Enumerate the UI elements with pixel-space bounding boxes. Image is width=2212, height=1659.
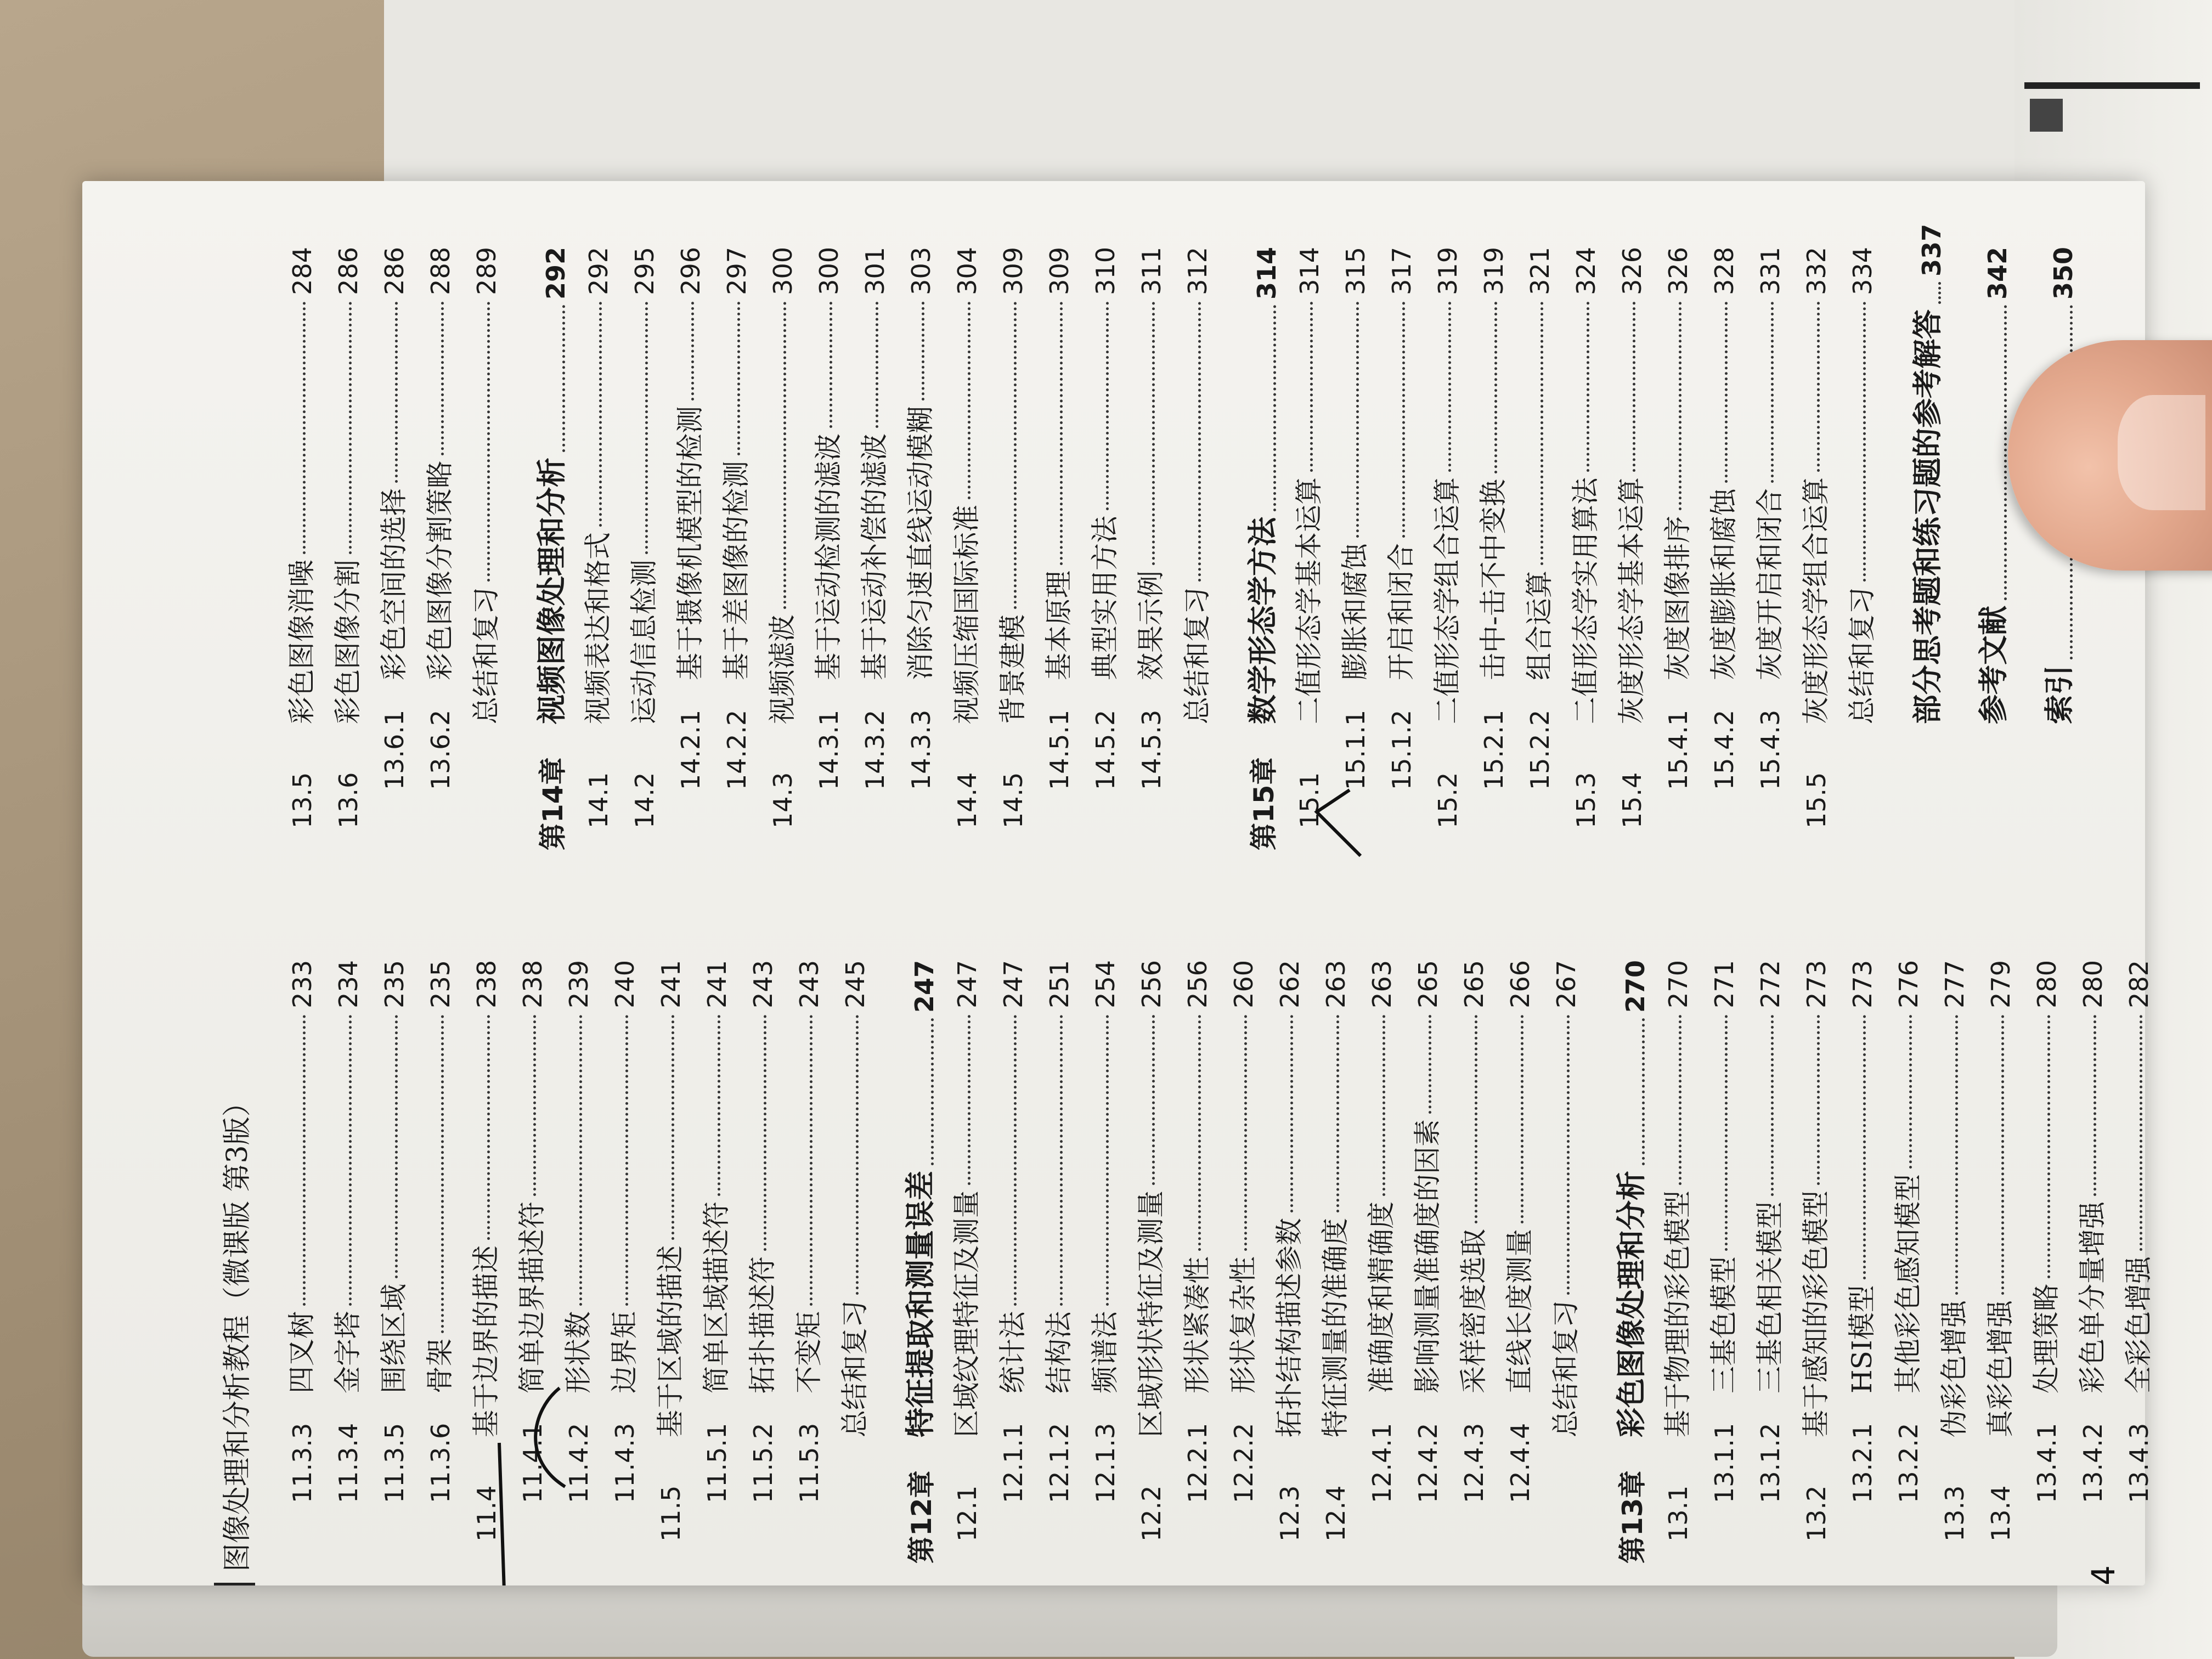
entry-title: 彩色空间的选择 bbox=[378, 488, 410, 680]
entry-title: 三基色模型 bbox=[1708, 1256, 1740, 1393]
entry-title: 总结和复习 bbox=[470, 587, 502, 724]
entry-page: 256 bbox=[1183, 960, 1212, 1008]
entry-page: 328 bbox=[1709, 247, 1739, 295]
entry-title: 运动信息检测 bbox=[628, 560, 660, 724]
entry-number: 13.2.2 bbox=[1894, 1423, 1923, 1503]
entry-title: 形状数 bbox=[562, 1311, 594, 1393]
entry-number: 第14章 bbox=[537, 757, 569, 850]
entry-page: 312 bbox=[1183, 247, 1212, 295]
entry-page: 300 bbox=[768, 247, 798, 295]
entry-number: 13.1.1 bbox=[1709, 1423, 1739, 1503]
entry-number: 14.2.2 bbox=[722, 709, 752, 790]
entry-number: 15.2.1 bbox=[1479, 709, 1509, 790]
entry-number: 13.6.1 bbox=[380, 709, 409, 790]
entry-number: 15.4.1 bbox=[1663, 709, 1693, 790]
entry-title: 其他彩色感知模型 bbox=[1892, 1174, 1924, 1393]
entry-number: 12.4.4 bbox=[1505, 1423, 1535, 1503]
entry-number: 13.6.2 bbox=[426, 709, 455, 790]
entry-page: 286 bbox=[380, 247, 409, 295]
entry-page: 272 bbox=[1756, 960, 1785, 1008]
entry-number: 15.2 bbox=[1433, 772, 1463, 828]
entry-title: 形状紧凑性 bbox=[1181, 1256, 1213, 1393]
entry-number: 12.2.1 bbox=[1183, 1423, 1212, 1503]
entry-page: 243 bbox=[748, 960, 778, 1008]
entry-number: 14.5 bbox=[998, 772, 1028, 828]
entry-title: 基于物理的彩色模型 bbox=[1662, 1190, 1694, 1437]
entry-page: 342 bbox=[1983, 247, 2012, 300]
entry-page: 245 bbox=[840, 960, 870, 1008]
entry-number: 11.5.1 bbox=[702, 1423, 732, 1503]
entry-page: 295 bbox=[630, 247, 659, 295]
entry-page: 239 bbox=[564, 960, 594, 1008]
book-page bbox=[82, 181, 2154, 1585]
entry-title: 彩色图像消噪 bbox=[286, 560, 318, 724]
entry-title: 采样密度选取 bbox=[1458, 1229, 1489, 1393]
thumb-nail bbox=[2118, 395, 2205, 510]
entry-title: 四叉树 bbox=[286, 1311, 318, 1393]
page-number: 4 bbox=[2085, 1565, 2122, 1585]
entry-title: 视频压缩国际标准 bbox=[951, 505, 983, 724]
entry-title: 基于区域的描述 bbox=[654, 1245, 686, 1437]
background-page-rule bbox=[2024, 82, 2200, 89]
entry-title: 形状复杂性 bbox=[1227, 1256, 1259, 1393]
entry-number: 13.1.2 bbox=[1756, 1423, 1785, 1503]
entry-title: 彩色图像分割 bbox=[332, 560, 364, 724]
entry-number: 12.2.2 bbox=[1229, 1423, 1259, 1503]
entry-number: 15.4 bbox=[1617, 772, 1647, 828]
entry-page: 238 bbox=[518, 960, 548, 1008]
entry-page: 326 bbox=[1617, 247, 1647, 295]
entry-title: 效果示例 bbox=[1135, 571, 1167, 680]
entry-number: 14.5.1 bbox=[1045, 709, 1074, 790]
entry-page: 234 bbox=[334, 960, 363, 1008]
entry-number: 12.2 bbox=[1137, 1485, 1166, 1542]
entry-number: 15.1 bbox=[1295, 772, 1324, 828]
entry-title: 骨架 bbox=[424, 1339, 456, 1393]
entry-title: 灰度形态学组合运算 bbox=[1800, 477, 1832, 724]
entry-title: 伪彩色增强 bbox=[1938, 1300, 1970, 1437]
entry-page: 319 bbox=[1479, 247, 1509, 295]
entry-page: 271 bbox=[1709, 960, 1739, 1008]
entry-number: 12.1.2 bbox=[1045, 1423, 1074, 1503]
entry-number: 15.5 bbox=[1802, 772, 1831, 828]
entry-title: 围绕区域 bbox=[378, 1284, 410, 1393]
entry-page: 240 bbox=[610, 960, 640, 1008]
entry-number: 第12章 bbox=[906, 1470, 938, 1564]
entry-title: 彩色单分量增强 bbox=[2076, 1201, 2108, 1393]
entry-title: 总结和复习 bbox=[1550, 1300, 1582, 1437]
entry-title: 简单边界描述符 bbox=[516, 1201, 548, 1393]
entry-number: 15.1.2 bbox=[1387, 709, 1417, 790]
entry-title: 典型实用方法 bbox=[1089, 516, 1121, 680]
entry-title: 真彩色增强 bbox=[1984, 1300, 2016, 1437]
entry-title: 灰度膨胀和腐蚀 bbox=[1708, 488, 1740, 680]
entry-number: 11.4.2 bbox=[564, 1423, 594, 1503]
pen-annotation-marks bbox=[82, 181, 2145, 1585]
entry-title: 基于感知的彩色模型 bbox=[1800, 1190, 1832, 1437]
entry-title: 结构法 bbox=[1043, 1311, 1075, 1393]
entry-page: 350 bbox=[2049, 247, 2078, 300]
entry-title: 特征测量的准确度 bbox=[1319, 1218, 1351, 1437]
entry-page: 235 bbox=[426, 960, 455, 1008]
entry-number: 第15章 bbox=[1248, 757, 1280, 850]
entry-page: 280 bbox=[2078, 960, 2108, 1008]
entry-number: 13.6 bbox=[334, 772, 363, 828]
entry-title: 特征提取和测量误差 bbox=[903, 1171, 938, 1437]
entry-page: 277 bbox=[1940, 960, 1970, 1008]
entry-page: 280 bbox=[2032, 960, 2062, 1008]
entry-number: 11.3.4 bbox=[334, 1423, 363, 1503]
entry-page: 238 bbox=[472, 960, 501, 1008]
entry-page: 332 bbox=[1802, 247, 1831, 295]
entry-title: 处理策略 bbox=[2030, 1284, 2062, 1393]
entry-title: 二值形态学基本运算 bbox=[1293, 477, 1325, 724]
entry-page: 270 bbox=[1663, 960, 1693, 1008]
entry-number: 13.4.1 bbox=[2032, 1423, 2062, 1503]
entry-number: 13.1 bbox=[1663, 1485, 1693, 1542]
entry-title: 灰度图像排序 bbox=[1662, 516, 1694, 680]
entry-page: 304 bbox=[952, 247, 982, 295]
entry-page: 331 bbox=[1756, 247, 1785, 295]
entry-number: 12.4.2 bbox=[1413, 1423, 1443, 1503]
entry-page: 301 bbox=[860, 247, 890, 295]
entry-number: 14.5.3 bbox=[1137, 709, 1166, 790]
entry-page: 284 bbox=[287, 247, 317, 295]
entry-page: 265 bbox=[1413, 960, 1443, 1008]
entry-number: 11.3.6 bbox=[426, 1423, 455, 1503]
entry-page: 263 bbox=[1367, 960, 1397, 1008]
entry-number: 15.4.2 bbox=[1709, 709, 1739, 790]
entry-page: 273 bbox=[1848, 960, 1877, 1008]
entry-number: 12.1 bbox=[952, 1485, 982, 1542]
entry-page: 247 bbox=[910, 960, 939, 1013]
entry-number: 14.3.1 bbox=[814, 709, 844, 790]
entry-page: 314 bbox=[1252, 247, 1282, 300]
entry-number: 13.4.3 bbox=[2124, 1423, 2154, 1503]
entry-title: 消除匀速直线运动模糊 bbox=[905, 406, 936, 680]
entry-number: 11.4.1 bbox=[518, 1423, 548, 1503]
entry-page: 247 bbox=[952, 960, 982, 1008]
entry-title: 彩色图像分割策略 bbox=[424, 461, 456, 680]
entry-number: 14.4 bbox=[952, 772, 982, 828]
entry-title: 准确度和精确度 bbox=[1365, 1201, 1397, 1393]
background-page-marker bbox=[2030, 99, 2063, 132]
entry-title: 总结和复习 bbox=[839, 1300, 871, 1437]
entry-page: 289 bbox=[472, 247, 501, 295]
background-page bbox=[384, 0, 2212, 183]
entry-number: 15.2.2 bbox=[1525, 709, 1555, 790]
entry-title: 基于运动补偿的滤波 bbox=[859, 433, 890, 680]
entry-title: 开启和闭合 bbox=[1385, 543, 1417, 680]
entry-page: 337 bbox=[1917, 223, 1946, 276]
entry-number: 13.4.2 bbox=[2078, 1423, 2108, 1503]
entry-page: 326 bbox=[1663, 247, 1693, 295]
entry-page: 262 bbox=[1275, 960, 1305, 1008]
entry-title: 灰度形态学基本运算 bbox=[1616, 477, 1647, 724]
entry-title: 组合运算 bbox=[1523, 571, 1555, 680]
entry-page: 247 bbox=[998, 960, 1028, 1008]
entry-title: 二值形态学组合运算 bbox=[1431, 477, 1463, 724]
entry-title: 二值形态学实用算法 bbox=[1570, 477, 1601, 724]
entry-title: 金字塔 bbox=[332, 1311, 364, 1393]
entry-page: 265 bbox=[1459, 960, 1489, 1008]
entry-title: 全彩色增强 bbox=[2123, 1256, 2154, 1393]
entry-number: 11.3.5 bbox=[380, 1423, 409, 1503]
entry-number: 13.4 bbox=[1986, 1485, 2016, 1542]
entry-title: 三基色相关模型 bbox=[1754, 1201, 1786, 1393]
entry-page: 334 bbox=[1848, 247, 1877, 295]
entry-page: 310 bbox=[1091, 247, 1120, 295]
entry-number: 12.1.3 bbox=[1091, 1423, 1120, 1503]
entry-page: 266 bbox=[1505, 960, 1535, 1008]
entry-page: 241 bbox=[702, 960, 732, 1008]
entry-page: 276 bbox=[1894, 960, 1923, 1008]
pen-underline-mark bbox=[499, 1443, 505, 1585]
entry-page: 270 bbox=[1621, 960, 1650, 1013]
entry-number: 12.4 bbox=[1321, 1485, 1351, 1542]
entry-number: 14.3.2 bbox=[860, 709, 890, 790]
entry-title: 基于差图像的检测 bbox=[720, 461, 752, 680]
entry-title: 击中-击不中变换 bbox=[1477, 479, 1509, 680]
pen-check-mark bbox=[1317, 790, 1361, 856]
entry-title: 视频图像处理和分析 bbox=[534, 458, 569, 724]
entry-page: 297 bbox=[722, 247, 752, 295]
entry-title: 彩色图像处理和分析 bbox=[1614, 1171, 1649, 1437]
entry-page: 267 bbox=[1551, 960, 1581, 1008]
entry-page: 292 bbox=[541, 247, 571, 300]
entry-page: 260 bbox=[1229, 960, 1259, 1008]
entry-number: 14.3.3 bbox=[906, 709, 936, 790]
entry-title: HSI模型 bbox=[1846, 1285, 1878, 1393]
entry-page: 309 bbox=[1045, 247, 1074, 295]
entry-title: 拓扑结构描述参数 bbox=[1273, 1218, 1305, 1437]
entry-number: 11.5.3 bbox=[794, 1423, 824, 1503]
entry-title: 数学形态学方法 bbox=[1245, 517, 1280, 724]
entry-title: 直线长度测量 bbox=[1504, 1229, 1536, 1393]
entry-number: 第13章 bbox=[1617, 1470, 1649, 1564]
entry-title: 拓扑描述符 bbox=[747, 1256, 778, 1393]
entry-page: 279 bbox=[1986, 960, 2016, 1008]
entry-number: 12.4.3 bbox=[1459, 1423, 1489, 1503]
entry-number: 11.4.3 bbox=[610, 1423, 640, 1503]
entry-title: 视频表达和格式 bbox=[582, 532, 614, 724]
entry-title: 区域形状特征及测量 bbox=[1135, 1190, 1167, 1437]
entry-page: 319 bbox=[1433, 247, 1463, 295]
entry-page: 256 bbox=[1137, 960, 1166, 1008]
entry-page: 317 bbox=[1387, 247, 1417, 295]
entry-number: 14.2 bbox=[630, 772, 659, 828]
entry-page: 235 bbox=[380, 960, 409, 1008]
entry-page: 243 bbox=[794, 960, 824, 1008]
running-header: 图像处理和分析教程（微课版 第3版） bbox=[214, 1088, 255, 1585]
entry-number: 15.1.1 bbox=[1341, 709, 1370, 790]
entry-number: 14.3 bbox=[768, 772, 798, 828]
entry-page: 288 bbox=[426, 247, 455, 295]
entry-page: 315 bbox=[1341, 247, 1370, 295]
entry-number: 14.5.2 bbox=[1091, 709, 1120, 790]
entry-title: 膨胀和腐蚀 bbox=[1339, 543, 1371, 680]
entry-title: 背景建模 bbox=[997, 614, 1029, 724]
entry-number: 15.3 bbox=[1571, 772, 1601, 828]
entry-page: 286 bbox=[334, 247, 363, 295]
entry-number: 11.3.3 bbox=[287, 1423, 317, 1503]
entry-number: 12.3 bbox=[1275, 1485, 1305, 1542]
entry-title: 简单区域描述符 bbox=[701, 1201, 732, 1393]
entry-page: 324 bbox=[1571, 247, 1601, 295]
entry-number: 13.2 bbox=[1802, 1485, 1831, 1542]
entry-number: 14.2.1 bbox=[676, 709, 706, 790]
entry-page: 309 bbox=[998, 247, 1028, 295]
entry-title: 基于边界的描述 bbox=[470, 1245, 502, 1437]
entry-title: 基于运动检测的滤波 bbox=[812, 433, 844, 680]
entry-title: 视频滤波 bbox=[766, 614, 798, 724]
entry-page: 321 bbox=[1525, 247, 1555, 295]
entry-title: 总结和复习 bbox=[1846, 587, 1878, 724]
entry-number: 12.1.1 bbox=[998, 1423, 1028, 1503]
entry-title: 影响测量准确度的因素 bbox=[1412, 1119, 1443, 1393]
entry-page: 296 bbox=[676, 247, 706, 295]
entry-page: 300 bbox=[814, 247, 844, 295]
entry-number: 12.4.1 bbox=[1367, 1423, 1397, 1503]
entry-title: 基于摄像机模型的检测 bbox=[674, 406, 706, 680]
entry-page: 254 bbox=[1091, 960, 1120, 1008]
entry-title: 频谱法 bbox=[1089, 1311, 1121, 1393]
entry-title: 部分思考题和练习题的参考解答 bbox=[1910, 309, 1945, 724]
entry-page: 314 bbox=[1295, 247, 1324, 295]
entry-number: 11.4 bbox=[472, 1485, 501, 1542]
entry-number: 13.5 bbox=[287, 772, 317, 828]
entry-title: 不变矩 bbox=[793, 1311, 825, 1393]
entry-number: 11.5 bbox=[656, 1485, 686, 1542]
entry-number: 11.5.2 bbox=[748, 1423, 778, 1503]
entry-page: 251 bbox=[1045, 960, 1074, 1008]
entry-title: 区域纹理特征及测量 bbox=[951, 1190, 983, 1437]
entry-number: 13.2.1 bbox=[1848, 1423, 1877, 1503]
entry-title: 灰度开启和闭合 bbox=[1754, 488, 1786, 680]
pen-bracket-mark bbox=[535, 1388, 565, 1487]
entry-page: 233 bbox=[287, 960, 317, 1008]
entry-title: 参考文献 bbox=[1976, 606, 2011, 724]
entry-page: 311 bbox=[1137, 247, 1166, 295]
entry-title: 边界矩 bbox=[608, 1311, 640, 1393]
entry-page: 241 bbox=[656, 960, 686, 1008]
entry-page: 263 bbox=[1321, 960, 1351, 1008]
entry-title: 基本原理 bbox=[1043, 571, 1075, 680]
entry-number: 14.1 bbox=[584, 772, 613, 828]
entry-page: 292 bbox=[584, 247, 613, 295]
entry-number: 15.4.3 bbox=[1756, 709, 1785, 790]
entry-title: 统计法 bbox=[997, 1311, 1029, 1393]
entry-number: 13.3 bbox=[1940, 1485, 1970, 1542]
entry-page: 273 bbox=[1802, 960, 1831, 1008]
entry-title: 总结和复习 bbox=[1181, 587, 1213, 724]
entry-page: 303 bbox=[906, 247, 936, 295]
entry-title: 索引 bbox=[2042, 665, 2076, 724]
entry-page: 282 bbox=[2124, 960, 2154, 1008]
